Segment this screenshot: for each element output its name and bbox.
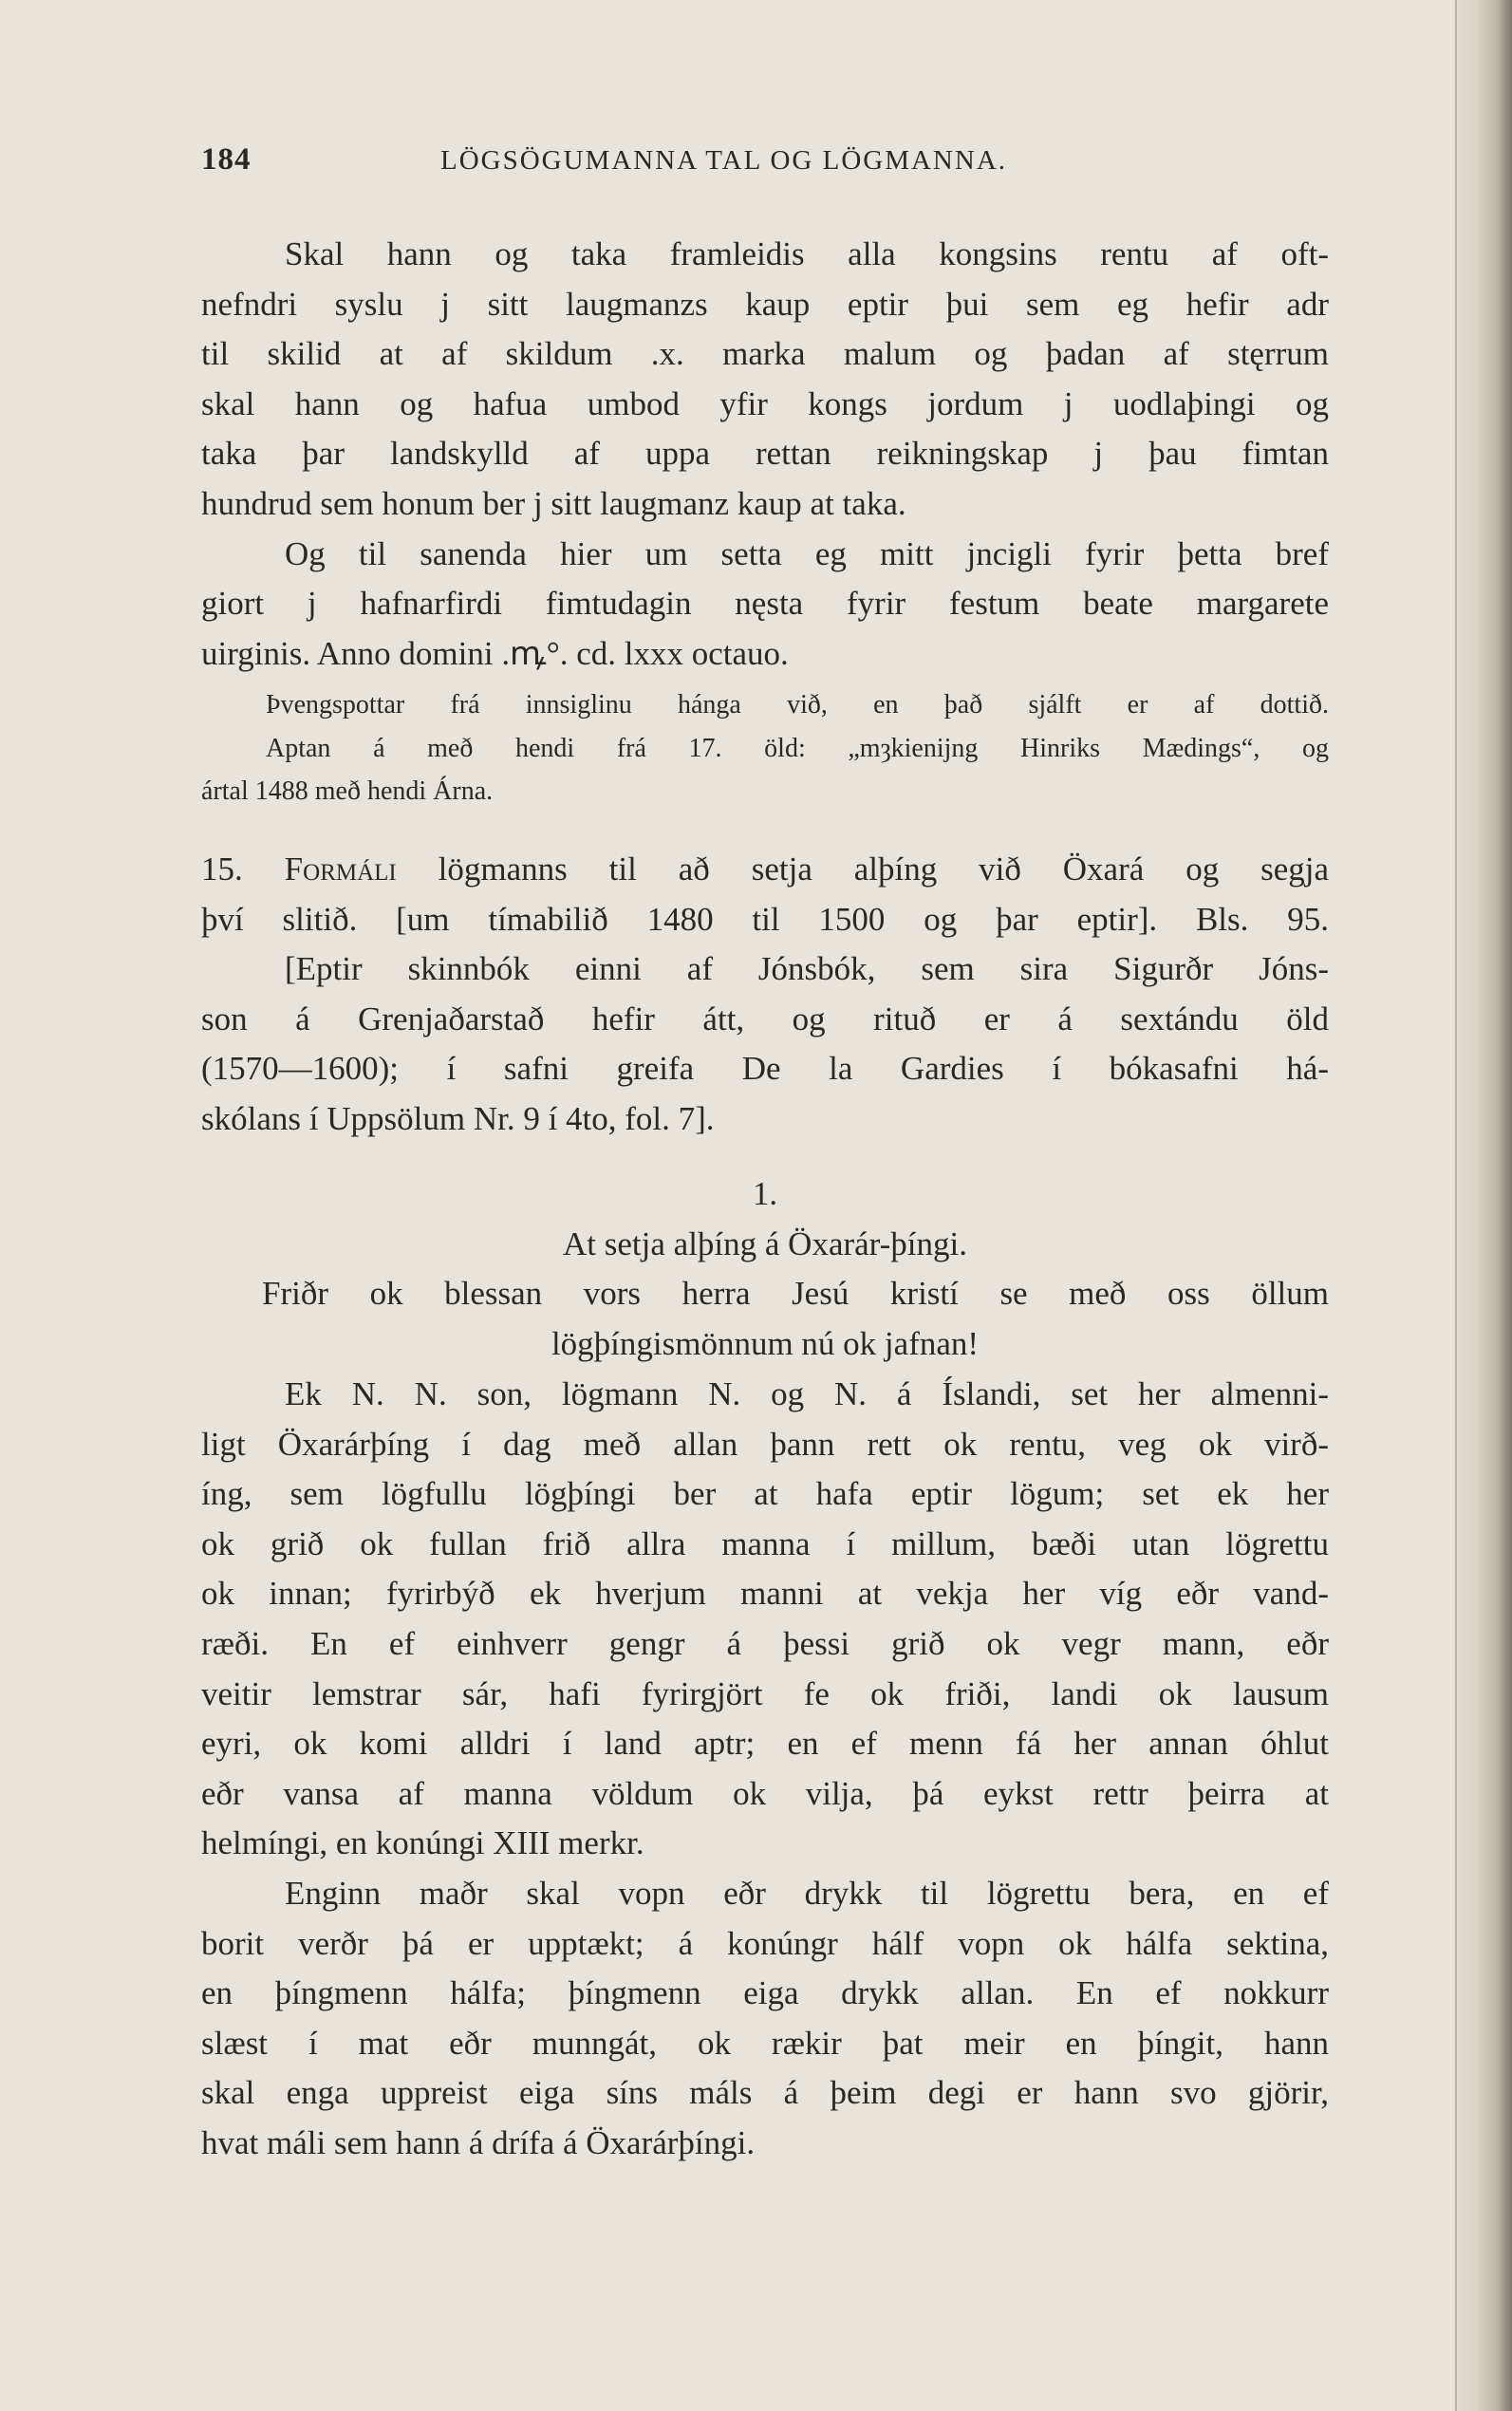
subsection-number: 1.	[752, 1175, 778, 1212]
page-number: 184	[201, 142, 252, 177]
section-heading	[201, 845, 1329, 944]
text-line: skal hann og hafua umbod yfir kongs jordum j uodlaþingi og	[201, 384, 1329, 422]
text-line: hundrud sem honum ber j sitt laugmanz kaup at taka.	[201, 484, 906, 522]
note-line: ártal 1488 með hendi Árna.	[201, 776, 494, 806]
body-line: íng, sem lögfullu lögþíngi ber at hafa eptir lögum; set ek her	[201, 1475, 1329, 1513]
source-line: skólans í Uppsölum Nr. 9 í 4to, fol. 7].	[201, 1099, 715, 1137]
body-line: veitir lemstrar sár, hafi fyrirgjört fe ok friði, landi ok lausum	[201, 1674, 1329, 1712]
text-line: giort j hafnarfirdi fimtudagin nęsta fyrir festum beate margarete	[201, 585, 1329, 623]
greeting-line: lögþíngismönnum nú ok jafnan!	[551, 1324, 980, 1362]
running-head	[201, 142, 1065, 190]
body-text	[201, 1370, 1329, 2169]
text-line: til skilid at af skildum .x. marka malum og þadan af stęrrum	[201, 335, 1329, 373]
source-line: [Eptir skinnbók einni af Jónsbók, sem sira Sigurðr Jóns-	[285, 950, 1329, 987]
source-line: (1570—1600); í safni greifa De la Gardies í bókasafni há-	[201, 1050, 1329, 1088]
text-line: nefndri syslu j sitt laugmanzs kaup eptir þui sem eg hefir adr	[201, 285, 1329, 323]
greeting-line: Friðr ok blessan vors herra Jesú kristí se með oss öllum	[262, 1275, 1329, 1313]
text-line: taka þar landskylld af uppa rettan reikningskap j þau fimtan	[201, 435, 1329, 473]
body-line: helmíngi, en konúngi XIII merkr.	[201, 1824, 644, 1862]
note-line: Þvengspottar frá innsiglinu hánga við, en það sjálft er af dottið.	[266, 690, 1329, 720]
body-line: eyri, ok komi alldri í land aptr; en ef menn fá her annan óhlut	[201, 1725, 1329, 1763]
body-line: ligt Öxarárþíng í dag með allan þann rett ok rentu, veg ok virð-	[201, 1425, 1329, 1463]
subsection-title: At setja alþíng á Öxarár-þíngi.	[563, 1224, 967, 1262]
text-line: Og til sanenda hier um setta eg mitt jncigli fyrir þetta bref	[285, 534, 1329, 572]
subsection-heading	[201, 1169, 1329, 1369]
section-heading-line	[201, 845, 1329, 895]
source-description	[201, 944, 1329, 1144]
body-line: ok innan; fyrirbýð ek hverjum manni at vekja her víg eðr vand-	[201, 1575, 1329, 1613]
body-line: skal enga uppreist eiga síns máls á þeim degi er hann svo gjörir,	[201, 2074, 1329, 2112]
text-line: Skal hann og taka framleidis alla kongsins rentu af oft-	[285, 235, 1329, 272]
section-title: Formáli	[284, 850, 397, 888]
body-line: en þíngmenn hálfa; þíngmenn eiga drykk allan. En ef nokkurr	[201, 1974, 1329, 2012]
body-line: ok grið ok fullan frið allra manna í millum, bæði utan lögrettu	[201, 1524, 1329, 1562]
body-line: slæst í mat eðr munngát, ok rækir þat meir en þíngit, hann	[201, 2024, 1329, 2062]
text-line: uirginis. Anno domini .ꝳ°. cd. lxxx octauo.	[201, 634, 789, 672]
section-heading-text: lögmanns til að setja alþíng við Öxará og segja	[438, 850, 1330, 888]
section-heading-line: því slitið. [um tímabilið 1480 til 1500 og þar eptir]. Bls. 95.	[201, 900, 1329, 938]
source-line: son á Grenjaðarstað hefir átt, og rituð er á sextándu öld	[201, 1000, 1329, 1037]
body-line: Enginn maðr skal vopn eðr drykk til lögrettu bera, en ef	[285, 1874, 1329, 1912]
body-line: eðr vansa af manna völdum ok vilja, þá eykst rettr þeirra at	[201, 1774, 1329, 1812]
running-title: LÖGSÖGUMANNA TAL OG LÖGMANNA.	[440, 145, 1008, 176]
page-edge-line	[1455, 0, 1457, 2411]
section-number: 15.	[201, 850, 243, 888]
body-line: ræði. En ef einhverr gengr á þessi grið ok vegr mann, eðr	[201, 1624, 1329, 1662]
body-line: Ek N. N. son, lögmann N. og N. á Íslandi, set her almenni-	[285, 1375, 1329, 1412]
letter-text	[201, 230, 1329, 679]
note-line: Aptan á með hendi frá 17. öld: „mȝkienijng Hinriks Mædings“, og	[266, 733, 1329, 763]
editorial-note	[201, 683, 1329, 813]
page-edge	[1453, 0, 1512, 2411]
body-line: borit verðr þá er upptækt; á konúngr hálf vopn ok hálfa sektina,	[201, 1924, 1329, 1962]
body-line: hvat máli sem hann á drífa á Öxarárþíngi.	[201, 2123, 756, 2161]
